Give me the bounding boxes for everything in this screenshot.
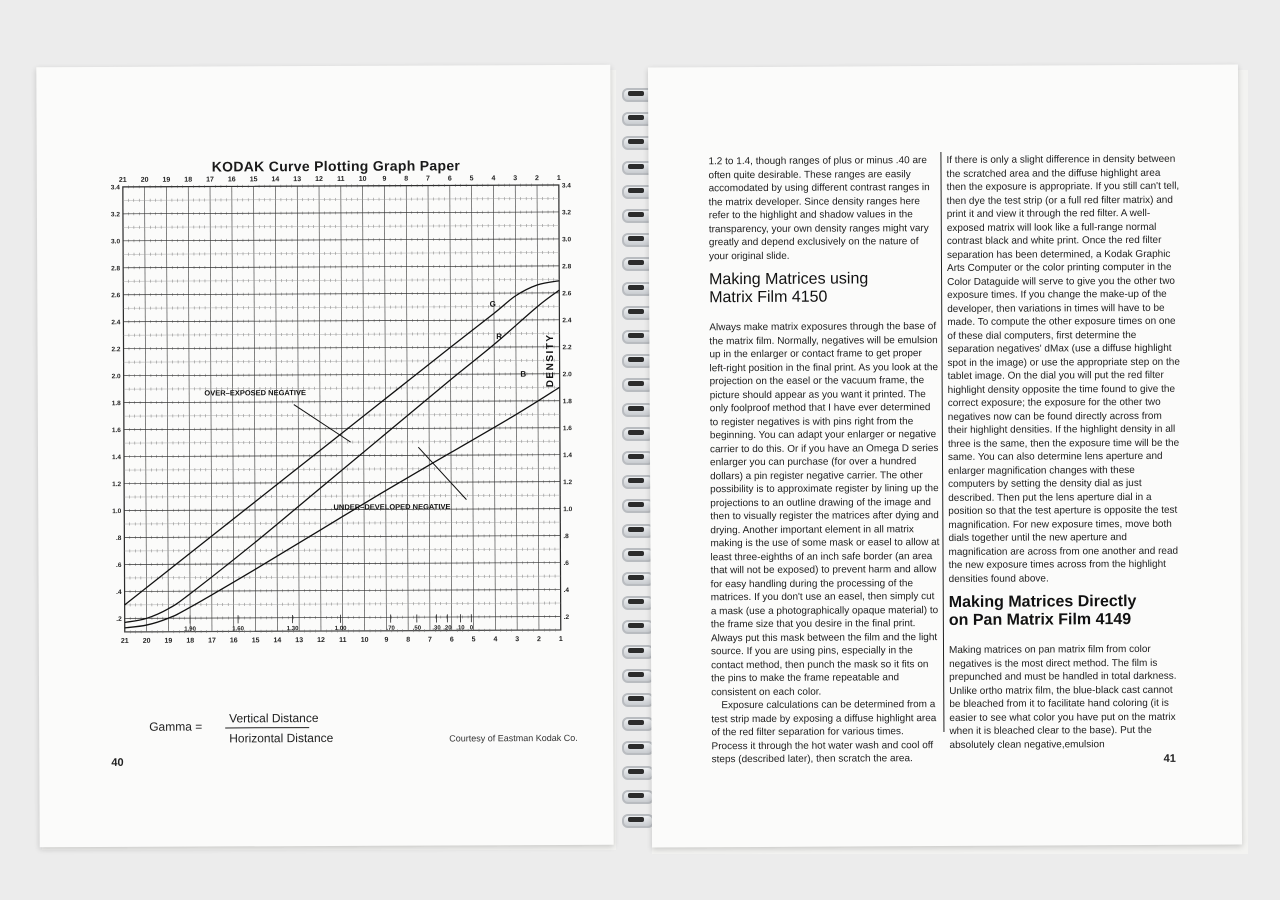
log-mark-label: 1.30 (286, 626, 299, 633)
bottom-tick-label: 14 (273, 637, 282, 645)
grid-line-vertical (123, 187, 125, 632)
binding-coil (618, 814, 654, 826)
log-mark-label: .70 (386, 625, 395, 632)
top-tick-label: 6 (447, 175, 452, 183)
binding-coil (618, 693, 654, 705)
y-tick-label-left: 2.0 (111, 373, 121, 381)
binding-coil (618, 596, 654, 608)
grid-line-vertical (406, 186, 408, 631)
grid-line-vertical (428, 186, 430, 631)
y-tick-label-left: .6 (116, 561, 122, 570)
y-tick-label-left: 1.6 (111, 427, 121, 435)
y-tick-label-right: 1.4 (562, 452, 573, 460)
text-column-right (946, 153, 1185, 752)
gamma-label: Gamma = (149, 719, 203, 734)
bottom-tick-label: 18 (186, 637, 195, 645)
log-mark-label: 1.90 (184, 626, 197, 633)
body-paragraph: If there is only a slight difference in density between the scratched area and the diffuse highlight area then the exposure is appropriate. If you still can't tell, then dye the test strip (or a full red filter matrix) and print it and view it through the red filter. A well-exposed matrix will look like a full-range normal contrast black and white print. Once the red filter separation has been determined, a Kodak Graphic Arts Computer or the color printing computer in the Color Dataguide will serve to give you the other two exposure times. If you change the make-up of the developer, then variations in times will have to be made. To compute the other exposure times on one of these dial computers, first determine the separation negatives' dMax (use a diffuse highlight spot in the image) or use the appropriate step on the tablet image. On the dial you will put the red filter highlight density opposite the time found to give the correct exposure; the exposure for the other two negatives now can be found directly across from their highlight densities. If the highlight density in all three is the same, then the exposure time will be the same. You can also determine lens aperture and enlarger magnification changes with these computers by setting the density dial as just described. Then put the lens aperture dial in a position so that the test aperture is opposite the test magnification. For new exposure times, move both dials together until the new aperture and magnification are across from one another and read the new exposure times across from the highlight densities found above. (946, 153, 1180, 585)
top-tick-label: 9 (382, 175, 387, 183)
binding-coil (618, 669, 654, 681)
bottom-tick-label: 13 (295, 637, 304, 645)
grid-line-vertical (363, 186, 365, 631)
top-tick-label: 7 (426, 175, 430, 183)
grid-line-vertical (319, 186, 321, 631)
y-tick-label-left: 2.4 (111, 319, 121, 327)
log-mark-label: .50 (412, 625, 422, 632)
top-tick-label: 3 (513, 175, 518, 183)
fraction-bar (225, 727, 309, 728)
grid-line-vertical (493, 185, 495, 630)
bottom-tick-label: 16 (229, 637, 238, 645)
page-number-right: 41 (1163, 752, 1176, 765)
y-tick-label-right: 1.6 (562, 425, 572, 433)
intro-paragraph: 1.2 to 1.4, though ranges of plus or minus .40 are often quite desirable. These ranges are easily accomodated by using different contrast ranges in the matrix developer. Since density ranges here refer to the highlight and shadow values in the transparency, your own density ranges might vary greatly and depend exclusively on the nature of your original slide. (708, 155, 930, 262)
curve-label-r: R (496, 331, 503, 341)
binding-coil (618, 499, 654, 511)
grid-line-vertical (469, 185, 474, 632)
y-tick-label-right: 2.2 (562, 344, 572, 352)
log-mark-label: .20 (443, 625, 452, 632)
top-tick-label: 2 (535, 175, 539, 183)
page-number-left: 40 (111, 756, 124, 769)
binding-coil (618, 620, 654, 632)
y-tick-label-right: 2.6 (562, 290, 572, 298)
y-tick-label-right: 2.8 (562, 263, 572, 271)
y-tick-label-right: 2.0 (562, 371, 572, 379)
heading-line: Making Matrices using (709, 270, 869, 289)
y-tick-label-right: 3.4 (561, 182, 571, 190)
grid-line-vertical (210, 186, 212, 631)
top-tick-label: 12 (315, 176, 323, 184)
grid-line-vertical (275, 186, 277, 631)
y-tick-label-left: 2.2 (111, 346, 121, 354)
log-mark-label: 0 (469, 625, 474, 632)
grid-line-vertical (537, 185, 539, 630)
grid-line-vertical (515, 185, 517, 630)
top-tick-label: 20 (140, 176, 149, 184)
y-tick-label-right: 1.8 (562, 398, 572, 406)
body-paragraph: Exposure calculations can be determined from a test strip made by exposing a diffuse highlight area of the red filter separation for various times. Process it through the hot water wash and cool off steps (described later), then scratch the area. (711, 699, 937, 766)
bottom-tick-label: 15 (251, 637, 260, 645)
chart-title: KODAK Curve Plotting Graph Paper (211, 157, 461, 175)
annotation-under-developed: UNDER–DEVELOPED NEGATIVE (333, 502, 451, 512)
density-axis-label: DENSITY (544, 333, 557, 388)
y-tick-label-left: 1.4 (111, 454, 122, 462)
y-tick-label-right: .2 (563, 613, 570, 622)
y-tick-label-left: 1.0 (112, 508, 122, 516)
courtesy-credit: Courtesy of Eastman Kodak Co. (449, 732, 578, 744)
top-tick-label: 21 (118, 176, 127, 184)
gamma-numerator: Vertical Distance (229, 711, 319, 726)
bottom-tick-label: 12 (317, 637, 325, 645)
y-tick-label-right: .4 (563, 587, 570, 595)
body-paragraph: Making matrices on pan matrix film from color negatives is the most direct method. The film is prepunched and must be handled in total darkness. Unlike ortho matrix film, the blue-black cast cannot be bleached from it to facilitate hand coloring (it is easier to see what color you have put on the matrix when it is bleached clear to the base). Put the absolutely clean negative,emulsion (948, 643, 1177, 751)
top-tick-label: 11 (337, 175, 345, 183)
top-tick-label: 13 (293, 176, 302, 184)
top-tick-label: 1 (556, 174, 561, 182)
log-mark-label: .10 (456, 625, 465, 632)
y-tick-label-left: .8 (115, 535, 122, 543)
binding-coil (618, 717, 654, 729)
binding-coil (618, 403, 654, 415)
bottom-tick-label: 7 (428, 636, 432, 644)
top-tick-label: 19 (162, 176, 171, 184)
bottom-tick-label: 2 (537, 636, 541, 644)
log-mark-label: 1.60 (232, 626, 244, 633)
body-paragraph: Always make matrix exposures through the base of the matrix film. Normally, negatives will be emulsion up in the enlarger or contact frame to get proper left-right position in the final print. As you look at the projection on the easel or the vacuum frame, the picture should appear as you want it printed. The only foolproof method that I have ever determined to register negatives is with pins right from the beginning. You can adapt your enlarger or negative carrier to do this. Or if you have an Omega D series enlarger you can purchase (for over a hundred dollars) a pin register negative carrier. The other possibility is to approximate register by lining up the projections to an outline drawing of the image and then to visually register the matrices after dying and drying. Another important element in all matrix making is the use of some mask or easel to allow at least three-eighths of an inch safe border (an area that will not be exposed) to prevent harm and allow for easy handling during the processing of the matrices. If you don't use an easel, then simply cut a mask (use a photographically opaque material) to the frame size that you desire in the final print. Always put this mask between the film and the light source. If you are using pins, especially in the contact method, then punch the mask so it fits on the pins to make the frame repeatable and consistent on each color. (709, 321, 940, 698)
bottom-tick-label: 8 (406, 636, 411, 644)
bottom-tick-label: 19 (164, 637, 173, 645)
grid-line-vertical (450, 185, 452, 630)
top-tick-label: 16 (227, 176, 236, 184)
grid-line-vertical (384, 186, 386, 631)
y-tick-label-left: 1.2 (112, 481, 122, 489)
binding-coil (618, 427, 654, 439)
grid-line-vertical (254, 186, 256, 631)
binding-coil (618, 645, 654, 657)
bottom-tick-label: 17 (208, 637, 216, 645)
column-divider (940, 152, 944, 732)
annotation-over-exposed: OVER–EXPOSED NEGATIVE (204, 388, 306, 398)
binding-coil (618, 548, 654, 560)
bottom-tick-label: 9 (384, 636, 389, 644)
y-tick-label-right: 3.2 (561, 209, 572, 217)
left-page (36, 65, 613, 847)
bottom-tick-label: 3 (515, 636, 520, 644)
grid-line-vertical (559, 185, 561, 630)
top-tick-label: 17 (206, 176, 214, 184)
y-tick-label-right: 1.0 (563, 506, 573, 514)
binding-coil (618, 378, 654, 390)
heading-line: Making Matrices Directly (948, 593, 1137, 611)
y-tick-label-right: 2.4 (562, 317, 572, 325)
binding-coil (618, 790, 654, 802)
top-tick-label: 8 (404, 175, 409, 183)
binding-coil (618, 766, 654, 778)
binding-coil (618, 524, 654, 536)
y-tick-label-right: 1.2 (563, 479, 573, 487)
bottom-tick-label: 5 (471, 636, 476, 644)
top-tick-label: 5 (469, 175, 474, 183)
bottom-tick-label: 20 (142, 637, 151, 645)
log-mark-label: 1.00 (334, 625, 347, 632)
bottom-tick-label: 4 (493, 636, 498, 644)
bottom-tick-label: 1 (558, 635, 563, 644)
y-tick-label-left: 3.0 (111, 238, 121, 246)
y-tick-label-right: .8 (563, 533, 569, 541)
section-heading-pan-matrix-film-4149 (949, 593, 1185, 630)
heading-line: Matrix Film 4150 (709, 288, 828, 307)
bottom-tick-label: 10 (360, 636, 369, 644)
y-tick-label-right: .6 (563, 560, 569, 568)
y-tick-label-right: 3.0 (562, 236, 572, 244)
grid-line-vertical (145, 187, 147, 632)
y-tick-label-left: .2 (116, 615, 122, 623)
y-tick-label-left: .4 (116, 588, 122, 596)
y-tick-label-left: 1.8 (111, 400, 121, 408)
section-heading-matrix-film-4150 (709, 270, 939, 307)
binding-coil (618, 475, 654, 487)
grid-line-vertical (166, 187, 168, 632)
y-tick-label-left: 3.2 (110, 211, 120, 219)
grid-line-vertical (297, 186, 299, 631)
curve-label-b: B (520, 369, 527, 379)
top-tick-label: 15 (249, 176, 258, 184)
grid-line-vertical (341, 186, 343, 631)
log-mark-label: .30 (432, 625, 441, 632)
binding-coil (618, 572, 654, 584)
right-page (648, 64, 1242, 847)
bottom-tick-label: 21 (120, 637, 129, 645)
y-tick-label-left: 2.8 (111, 265, 121, 273)
top-tick-label: 14 (271, 176, 280, 184)
grid-line-vertical (188, 187, 190, 632)
top-tick-label: 4 (491, 175, 496, 183)
y-tick-label-left: 3.4 (110, 184, 120, 192)
binding-coil (618, 451, 654, 463)
top-tick-label: 18 (184, 176, 193, 184)
bottom-tick-label: 6 (449, 636, 454, 644)
text-column-left (708, 154, 941, 767)
grid-line-vertical (232, 186, 234, 631)
density-curve-graph (109, 171, 581, 693)
binding-coil (618, 741, 654, 753)
y-tick-label-left: 2.6 (111, 292, 121, 300)
top-tick-label: 10 (358, 175, 367, 183)
curve-label-g: G (489, 299, 496, 309)
gamma-denominator: Horizontal Distance (229, 730, 334, 746)
bottom-tick-label: 11 (339, 636, 347, 644)
heading-line: on Pan Matrix Film 4149 (948, 611, 1132, 629)
